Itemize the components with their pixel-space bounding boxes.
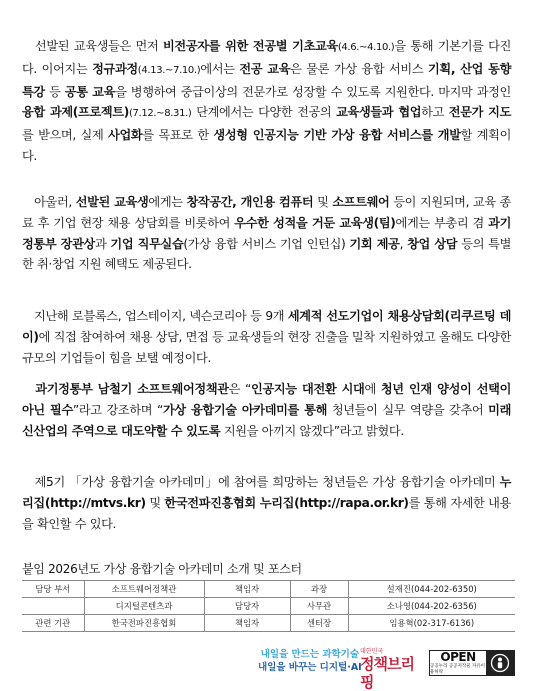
table-cell: 책임자 (204, 581, 290, 598)
bold-text-run: 기획, 산업 동향 특강 (22, 61, 511, 99)
table-cell: 담당 부서 (22, 581, 84, 598)
table-cell: 책임자 (204, 615, 290, 632)
bold-text-run: 인공지능 대전환 시대 (251, 382, 365, 396)
slogan-line-digital: 내일을 바꾸는 디지털·AI (258, 662, 362, 673)
paragraph-support-benefits (22, 192, 511, 275)
bold-text-run: 우수한 성적을 거둔 교육생(팀) (234, 215, 396, 230)
table-cell: 소나영(044-202-6356) (348, 598, 515, 615)
text-run: 를 통해 자세한 내용을 확인할 수 있다. (22, 495, 511, 531)
table-cell: 관련 기관 (22, 615, 84, 632)
text-run: ”라고 강조하며 “ (72, 402, 163, 417)
bold-text-run: 한국전파진흥협회 누리집(http://rapa.or.kr) (164, 495, 409, 510)
policy-country-label: 대한민국 (360, 648, 384, 655)
text-run (22, 382, 35, 396)
table-cell: 과장 (290, 581, 348, 598)
text-run: 을 병행하여 중급이상의 전문가로 성장할 수 있도록 지원한다. 마지막 과정인 (115, 84, 511, 99)
table-cell: 소프트웨어정책관 (84, 581, 204, 598)
text-run: 지난해 로블록스, 업스테이지, 넥슨코리아 등 9개 (22, 309, 288, 323)
text-run: 선발된 교육생들은 먼저 (22, 39, 163, 53)
bold-text-run: 교육생들과 협업 (336, 105, 422, 120)
bold-text-run: 기업 직무실습 (110, 236, 184, 251)
bold-text-run: 사업화 (108, 128, 143, 143)
kogl-open-badge (429, 650, 515, 676)
bold-text-run: 세계적 선도기업이 채용상담회(리쿠르팅 데이) (22, 309, 511, 344)
contacts-table (22, 580, 515, 632)
bold-text-run: 융합 과제(프로젝트) (22, 105, 129, 120)
text-run: 을 통해 기본기를 다진다. 이어지는 (22, 39, 511, 76)
text-run: 등 (44, 84, 65, 99)
government-slogan (258, 648, 362, 678)
bold-text-run: 청년 인재 양성이 선택이 아닌 필수 (22, 382, 511, 417)
table-cell: 담당자 (204, 598, 290, 615)
text-run: 청년들이 실무 역량을 갖추어 (327, 402, 489, 417)
text-run: 및 (313, 195, 333, 209)
text-run: 아울러, (22, 195, 76, 209)
person-icon (486, 651, 514, 675)
paragraph-application-info (22, 472, 511, 534)
table-cell: 디지털콘텐츠과 (84, 598, 204, 615)
bold-text-run: 창작공간, 개인용 컴퓨터 (186, 195, 314, 209)
bold-text-run: 가상 융합기술 아카데미를 통해 (162, 402, 328, 417)
policy-name-label: 정책브리핑 (360, 655, 414, 691)
bold-text-run: 누리집(http://mtvs.kr) (22, 475, 511, 510)
text-run: (4.13.~7.10.) (137, 64, 201, 76)
text-run: (4.6.~4.10.) (337, 42, 395, 53)
bold-text-run: 과기정통부 장관상 (22, 215, 511, 251)
paragraph-education-process (22, 36, 511, 167)
table-cell: 임용혁(02-317-6136) (348, 615, 515, 632)
paragraph-recruiting-day (22, 306, 511, 368)
bold-text-run: 정규과정 (92, 61, 138, 76)
text-run: 에 (364, 382, 381, 396)
table-row (22, 581, 515, 598)
text-run: 할 계획이다. (22, 128, 511, 163)
bold-text-run: 과기정통부 남철기 소프트웨어정책관 (35, 382, 229, 396)
table-cell: 센터장 (290, 615, 348, 632)
bold-text-run: 소프트웨어 (332, 195, 390, 209)
text-run: 및 (145, 495, 165, 510)
text-run: 등의 특별한 취·창업 지원 혜택도 제공된다. (22, 236, 511, 272)
table-cell: 설재진(044-202-6350) (348, 581, 515, 598)
table-cell: 한국전파진흥협회 (84, 615, 204, 632)
text-run: 에게는 (148, 195, 187, 209)
text-run: 에 직접 참여하여 채용 상담, 면접 등 교육생들의 현장 진출을 밀착 지원하였고 올해도 다양한 규모의 기업들이 힘을 보탤 예정이다. (22, 329, 511, 365)
text-run: 등이 지원되며, 교육 종료 후 기업 현장 채용 상담회를 비롯하여 (22, 195, 511, 230)
open-label: OPEN (440, 649, 476, 664)
text-run: 은 물론 가상 융합 서비스 (290, 61, 428, 76)
text-run: (가상 융합 서비스 기업 인턴십) (183, 236, 350, 251)
table-cell (22, 598, 84, 615)
slogan-line-science: 내일을 만드는 과학기술 (260, 649, 360, 660)
text-run: 지원을 아끼지 않겠다”라고 밝혔다. (220, 423, 404, 438)
table-row (22, 615, 515, 632)
text-run: 에서는 (200, 61, 240, 76)
table-row (22, 598, 515, 615)
bold-text-run: 선발된 교육생 (75, 195, 149, 209)
policy-briefing-logo (360, 648, 422, 691)
text-run: 하고 (421, 105, 449, 120)
text-run: , (399, 236, 408, 251)
bold-text-run: 전문가 지도 (448, 105, 511, 120)
text-run: 과 (94, 236, 111, 251)
bold-text-run: 창업 상담 (407, 236, 458, 251)
attachment-caption: 붙임 2026년도 가상 융합기술 아카데미 소개 및 포스터 (22, 562, 302, 576)
text-run: 를 받으며, 실제 (22, 128, 109, 143)
text-run: 를 목표로 한 (142, 128, 214, 143)
paragraph-official-quote (22, 379, 511, 441)
bold-text-run: 공통 교육 (64, 84, 116, 99)
text-run: 은 “ (228, 382, 252, 396)
text-run: 에게는 부총리 겸 (395, 215, 489, 230)
bold-text-run: 비전공자를 위한 전공별 기초교육 (162, 39, 338, 53)
text-run: 제5기 「가상 융합기술 아카데미」에 참여를 희망하는 청년들은 가상 융합기술 아카데미 (22, 475, 500, 489)
bold-text-run: 전공 교육 (239, 61, 291, 76)
table-cell: 사무관 (290, 598, 348, 615)
text-run: 단계에서는 다양한 전공의 (191, 105, 337, 120)
open-sub-label: 공공누리 공공저작물 자유이용허락 (430, 663, 486, 675)
bold-text-run: 생성형 인공지능 기반 가상 융합 서비스를 개발 (213, 128, 461, 143)
bold-text-run: 미래 신산업의 주역으로 대도약할 수 있도록 (22, 402, 512, 438)
text-run: (7.12.~8.31.) (128, 108, 192, 120)
bold-text-run: 기회 제공 (349, 236, 400, 251)
